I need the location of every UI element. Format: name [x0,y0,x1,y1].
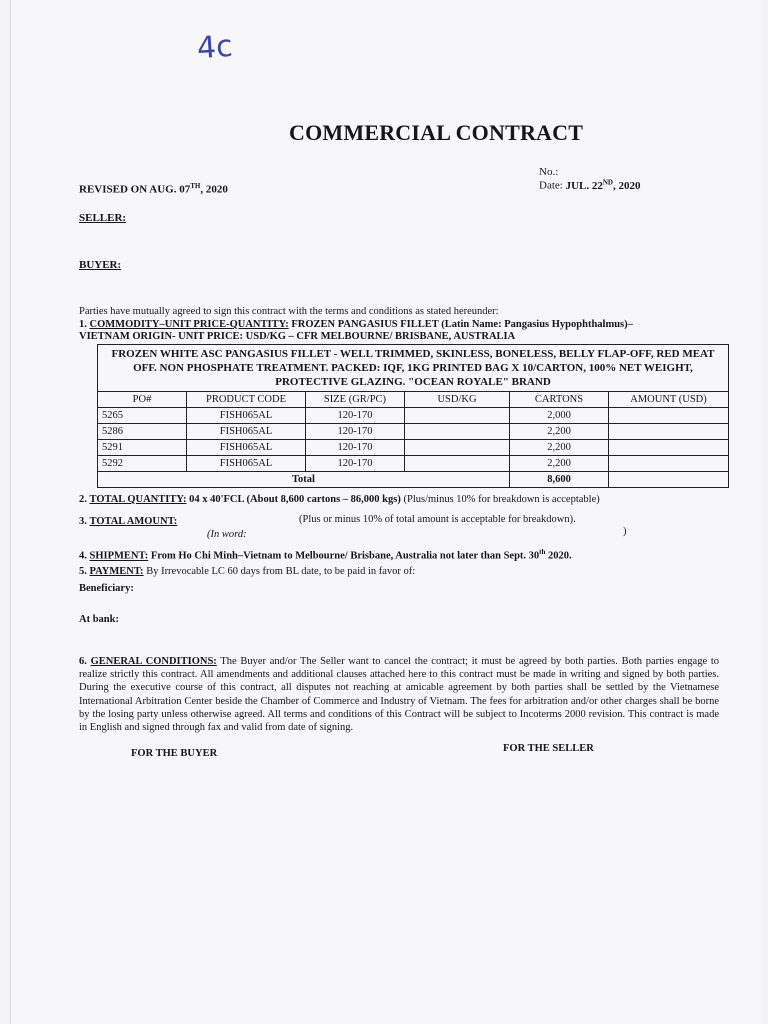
revised-date: REVISED ON AUG. 07TH, 2020 [79,182,228,196]
table-row [98,440,729,456]
size-cell: 120-170 [306,440,405,456]
col-cartons: CARTONS [510,392,609,408]
usd-kg-cell [405,408,510,424]
po-cell: 5292 [98,456,187,472]
product-code-cell: FISH065AL [187,456,306,472]
handwritten-annotation: 4c [195,28,234,67]
po-cell: 5291 [98,440,187,456]
size-cell: 120-170 [306,456,405,472]
date-label: Date: [539,179,563,192]
total-quantity: 2. TOTAL QUANTITY: 04 x 40'FCL (About 8,600 cartons – 86,000 kgs) (Plus/minus 10% for breakdown is acceptable) [79,494,600,505]
document-title: COMMERCIAL CONTRACT [289,120,584,145]
buyer-signature-label: FOR THE BUYER [131,748,218,759]
product-code-cell: FISH065AL [187,408,306,424]
col-size: SIZE (GR/PC) [306,392,405,408]
col-usd-kg: USD/KG [405,392,510,408]
product-description: FROZEN WHITE ASC PANGASIUS FILLET - WELL TRIMMED, SKINLESS, BONELESS, BELLY FLAP-OFF, RED MEAT OFF. NON PHOSPHATE TREATMENT. PACKED: IQF, 1KG PRINTED BAG X 10/CARTON, 100% NET WEIGHT, PROTECTIVE GLAZING. "OCEAN ROYALE" BRAND [98,345,729,392]
amount-cell [609,456,729,472]
table-row [98,424,729,440]
document-page [10,0,763,1024]
amount-cell [609,440,729,456]
po-cell: 5286 [98,424,187,440]
cartons-cell: 2,200 [510,440,609,456]
contract-no-label: No.: [539,166,559,178]
bank-label: At bank: [79,614,119,625]
shipment-line: 4. SHIPMENT: From Ho Chi Minh–Vietnam to Melbourne/ Brisbane, Australia not later than Sept. 30th 2020. [79,548,572,562]
seller-signature-label: FOR THE SELLER [503,743,594,754]
table-header-row [98,392,729,408]
product-code-cell: FISH065AL [187,440,306,456]
total-amount [609,472,729,488]
buyer-label: BUYER: [79,259,122,271]
usd-kg-cell [405,424,510,440]
amount-cell [609,424,729,440]
in-word-close: ) [623,526,627,537]
cartons-cell: 2,200 [510,456,609,472]
size-cell: 120-170 [306,408,405,424]
size-cell: 120-170 [306,424,405,440]
po-cell: 5265 [98,408,187,424]
contract-date [539,178,640,192]
col-po: PO# [98,392,187,408]
general-conditions: 6. GENERAL CONDITIONS: The Buyer and/or The Seller want to cancel the contract; it must be agreed by both parties. Both parties engage to realize strictly this contract. All amendments and additional clauses attached here to this contract must be made in writing and signed by both parties. During the executive course of this contract, all disputes not reaching at amicable agreement by both parties shall be settled by the Vietnamese International Arbitration Center beside the Chamber of Commerce and Industry of Vietnam. The fees for arbitration and/or other charges shall be borne by the losing party unless otherwise agreed. All terms and conditions of this Contract will be subject to Incoterms 2000 revision. This contract is made in English and signed through fax and valid from date of signing. [79,656,719,734]
product-code-cell: FISH065AL [187,424,306,440]
date-value: JUL. 22ND, 2020 [565,178,641,192]
total-label: Total [98,472,510,488]
usd-kg-cell [405,440,510,456]
in-word-label: (In word: [207,529,247,540]
total-amount-note: (Plus or minus 10% of total amount is acceptable for breakdown). [299,514,576,525]
table-total-row [98,472,729,488]
usd-kg-cell [405,456,510,472]
total-cartons: 8,600 [510,472,609,488]
col-amount: AMOUNT (USD) [609,392,729,408]
table-row [98,456,729,472]
table-row [98,408,729,424]
commodity-line: 1. COMMODITY–UNIT PRICE-QUANTITY: FROZEN PANGASIUS FILLET (Latin Name: Pangasius Hypophthalmus)– [79,319,633,330]
amount-cell [609,408,729,424]
cartons-cell: 2,000 [510,408,609,424]
payment-line: 5. PAYMENT: By Irrevocable LC 60 days from BL date, to be paid in favor of: [79,566,416,577]
seller-label: SELLER: [79,212,127,224]
cartons-cell: 2,200 [510,424,609,440]
commodity-line-2: VIETNAM ORIGIN- UNIT PRICE: USD/KG – CFR MELBOURNE/ BRISBANE, AUSTRALIA [79,331,516,342]
beneficiary-label: Beneficiary: [79,583,134,594]
intro-text: Parties have mutually agreed to sign this contract with the terms and conditions as stated hereunder: [79,306,499,317]
total-amount-line: 3. TOTAL AMOUNT: [79,516,178,527]
col-product-code: PRODUCT CODE [187,392,306,408]
goods-table [97,344,729,488]
